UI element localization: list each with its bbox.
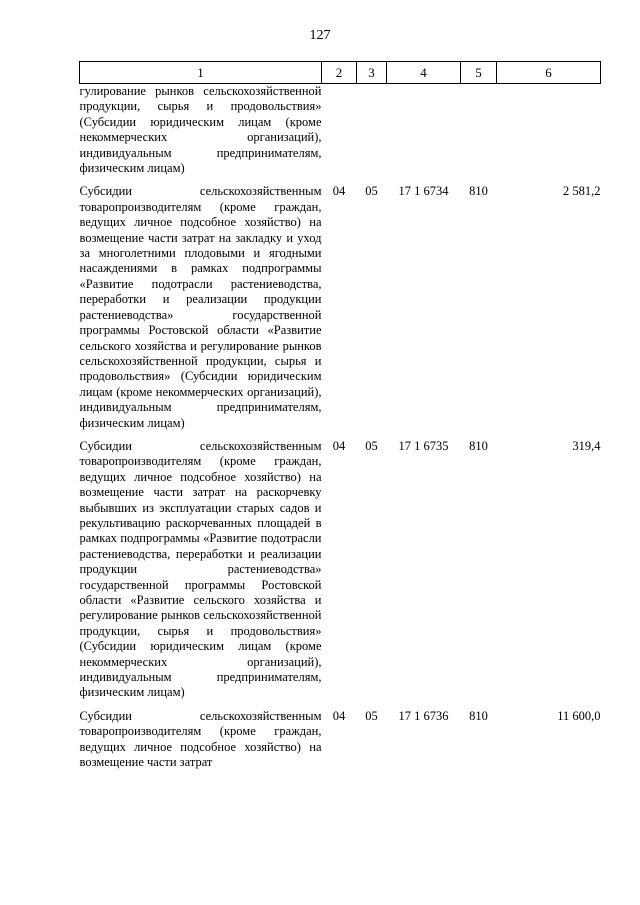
- table-row: [80, 439, 601, 709]
- row-expense-type: [461, 84, 497, 185]
- row-expense-type: 810: [469, 438, 488, 453]
- header-col-1: 1: [80, 62, 322, 84]
- row-target-article: 17 1 6735: [398, 438, 449, 453]
- row-subsection: 05: [365, 708, 378, 723]
- row-target-article: 17 1 6734: [398, 184, 449, 199]
- row-amount: 11 600,0: [557, 708, 601, 723]
- row-description: Субсидии сельскохозяйственным товаропроизводителям (кроме граждан, ведущих личное подсобное хозяйство) на возмещение части затрат на раскорчевку выбывших из эксплуатации старых садов и рекультивацию раскорчеванных площадей в рамках подпрограммы «Развитие подотрасли растениеводства, переработки и реализации продукции растениеводства» государственной программы Ростовской области «Развитие сельского хозяйства и регулирование рынков сельскохозяйственной продукции, сырья и продовольствия» (Субсидии юридическим лицам (кроме некоммерческих организаций), индивидуальным предпринимателям, физическим лицам): [79, 438, 322, 700]
- row-target-article: [387, 84, 461, 185]
- row-description: Субсидии сельскохозяйственным товаропроизводителям (кроме граждан, ведущих личное подсобное хозяйство) на возмещение части затрат на закладку и уход за многолетними плодовыми и ягодными насаждениями в рамках подпрограммы «Развитие подотрасли растениеводства, переработки и реализации продукции растениеводства» государственной программы Ростовской области «Развитие сельского хозяйства и регулирование рынков сельскохозяйственной продукции, сырья и продовольствия» (Субсидии юридическим лицам (кроме некоммерческих организаций), индивидуальным предпринимателям, физическим лицам): [79, 184, 322, 430]
- row-target-article: 17 1 6736: [398, 708, 449, 723]
- table-row: [80, 184, 601, 439]
- header-col-3: 3: [357, 62, 387, 84]
- row-expense-type: 810: [469, 184, 488, 199]
- budget-table: [79, 61, 601, 778]
- row-subsection: 05: [365, 184, 378, 199]
- row-amount: [497, 84, 601, 185]
- header-col-4: 4: [387, 62, 461, 84]
- row-description: гулирование рынков сельскохозяйственной продукции, сырья и продовольствия» (Субсидии юридическим лицам (кроме некоммерческих организаций), индивидуальным предпринимателям, физическим лицам): [79, 84, 322, 176]
- row-subsection: 05: [365, 438, 378, 453]
- row-description: Субсидии сельскохозяйственным товаропроизводителям (кроме граждан, ведущих личное подсобное хозяйство) на возмещение части затрат: [79, 708, 322, 770]
- row-amount: 2 581,2: [563, 184, 601, 199]
- page-number: 127: [309, 28, 331, 43]
- row-section: 04: [332, 708, 346, 723]
- row-section: 04: [332, 438, 346, 453]
- row-subsection: [357, 84, 387, 185]
- table-header-row: [80, 62, 601, 84]
- table-row: [80, 84, 601, 185]
- row-amount: 319,4: [572, 438, 601, 453]
- header-col-2: 2: [322, 62, 357, 84]
- row-section: [322, 84, 357, 185]
- table-row: [80, 709, 601, 779]
- row-expense-type: 810: [469, 708, 488, 723]
- header-col-5: 5: [461, 62, 497, 84]
- header-col-6: 6: [497, 62, 601, 84]
- row-section: 04: [332, 184, 346, 199]
